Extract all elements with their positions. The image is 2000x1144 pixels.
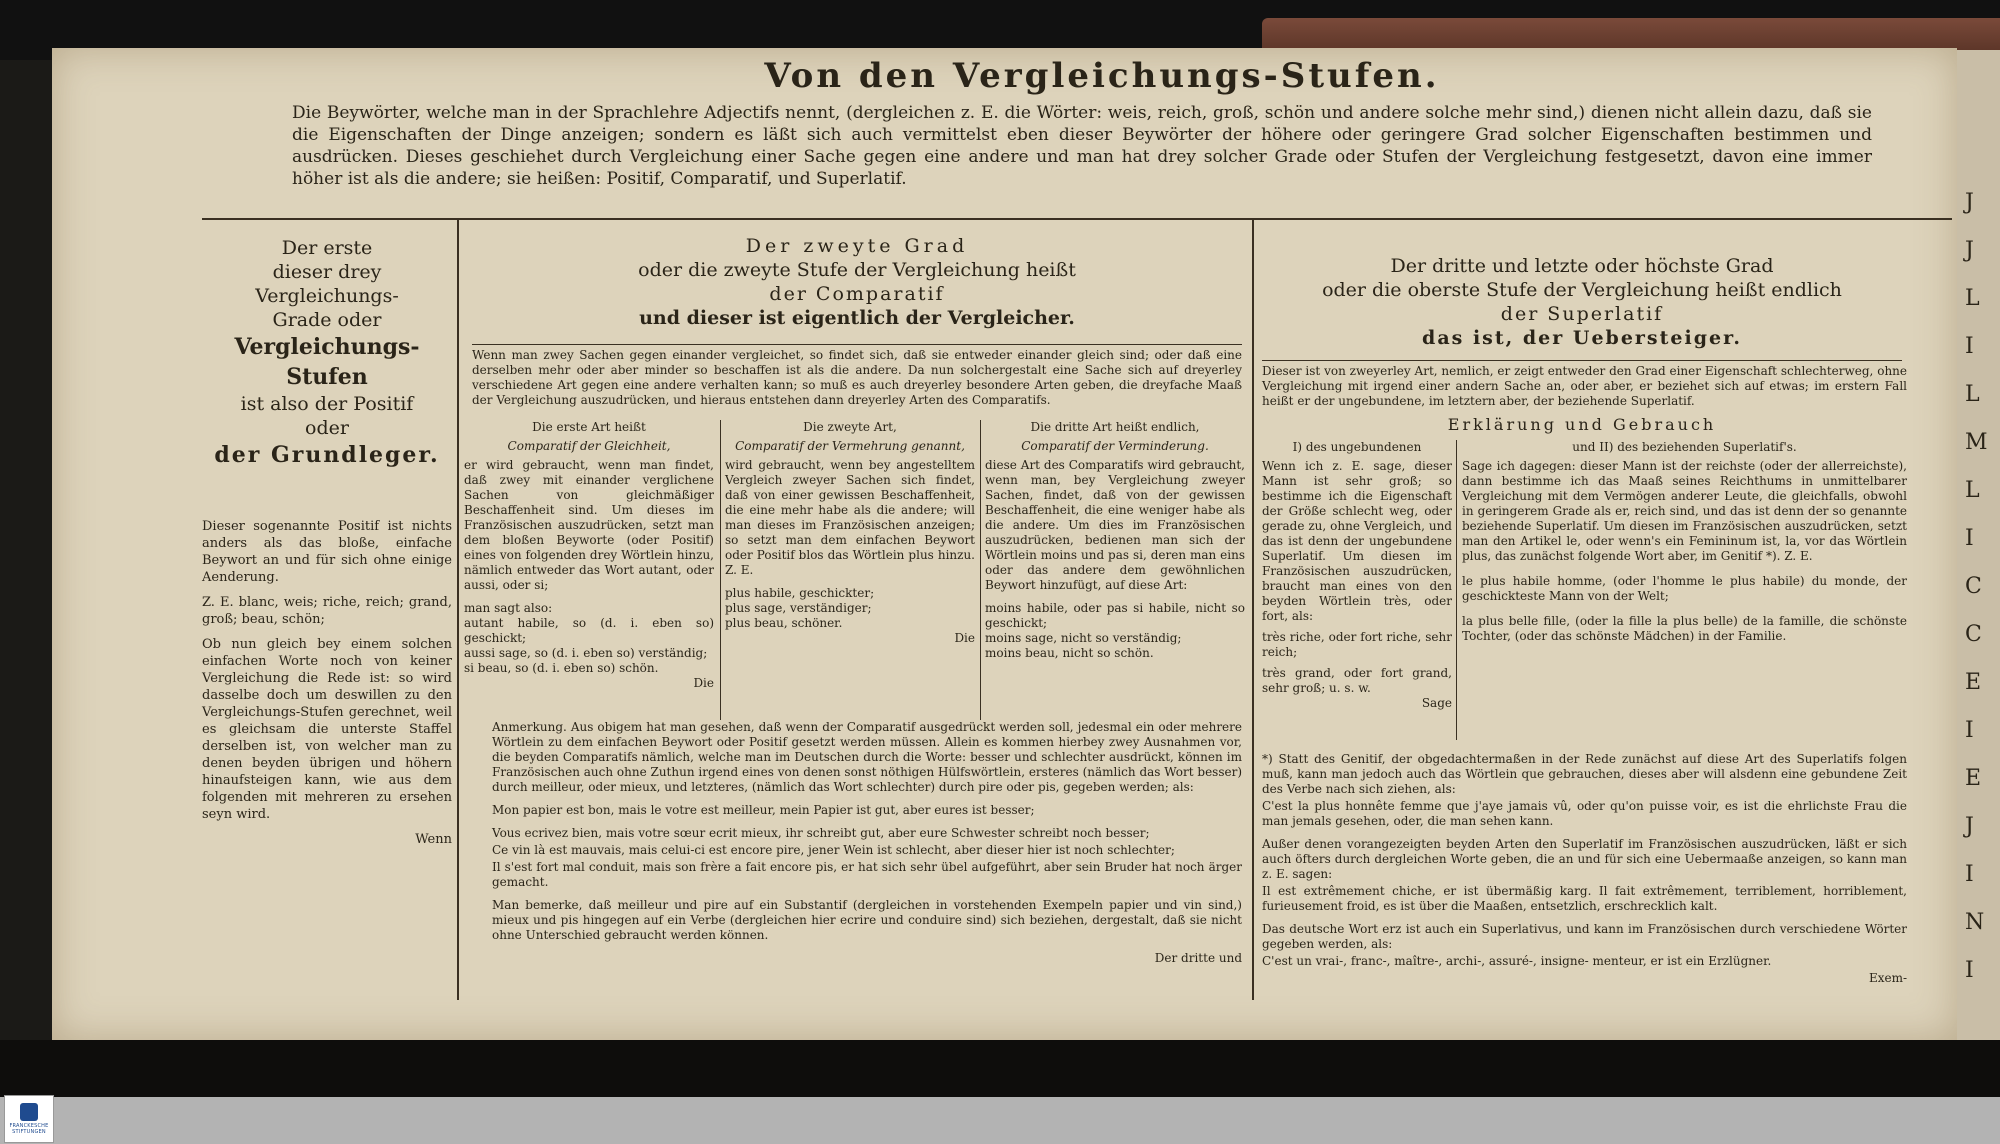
- example-line: moins habile, oder pas si habile, nicht so geschickt;: [985, 601, 1245, 630]
- positif-heading-line: Grade oder: [272, 309, 382, 331]
- footnote: *) Statt des Genitif, der obgedachtermaßen in der Rede zunächst auf diese Art des Superlatifs folgen muß, kann man jedoch auch das Wörtlein que gebrauchen, dieses aber will alsdenn eine gebundene Zeit des Verbe nach sich ziehen, als:: [1262, 752, 1907, 796]
- superlatif-rule: [1262, 360, 1902, 361]
- example-line: la plus belle fille, (oder la fille la plus belle) de la famille, die schönste Tochter, (oder das schönste Mädchen) in der Familie.: [1462, 614, 1907, 643]
- note-paragraph: Anmerkung. Aus obigem hat man gesehen, daß wenn der Comparatif ausgedrückt werden soll, jedesmal ein oder mehrere Wörtlein zu dem einfachen Beywort oder Positif gesetzt werden müssen. Allein es kommen hierbey zwey Ausnahmen vor, die beyden Comparatifs nämlich, welche man im Deutschen durch die Worte: besser und schlechter ausdrückt, können im Französischen auch ohne Zuthun irgend eines von denen sonst nöthigen Hülfswörtlein, ersteres (nämlich das Wort besser) durch meilleur, oder mieux, und letzteres, (nämlich das Wort schlechter) durch pire oder pis, gegeben werden; als:: [492, 720, 1242, 794]
- logo-text: FRANCKESCHE STIFTUNGEN: [9, 1123, 49, 1135]
- adjacent-page-letter: I: [1965, 862, 1974, 887]
- catchword: Der dritte und: [1154, 951, 1242, 965]
- example-line: Ce vin là est mauvais, mais celui-ci est encore pire, jener Wein ist schlecht, aber dieser hier ist noch schlechter;: [492, 843, 1175, 857]
- superlatif-notes: [1262, 752, 1907, 994]
- subsection-text: wird gebraucht, wenn bey angestelltem Vergleich zweyer Sachen sich findet, daß von einer gewissen Beschaffenheit, die eine mehr habe als die andere; will man dieses im Französischen anzeigen; so setzt man dem einfachen Beywort oder Positif blos das Wörtlein plus hinzu. Z. E.: [725, 458, 975, 577]
- example-line: moins sage, nicht so verständig;: [985, 631, 1182, 645]
- scan-background-bottom: [0, 1040, 2000, 1100]
- comparatif-vermehrung: [725, 420, 975, 646]
- positif-heading-line: ist also der Positif: [240, 393, 414, 415]
- example-line: plus beau, schöner.: [725, 616, 843, 630]
- positif-example: Z. E. blanc, weis; riche, reich; grand, groß; beau, schön;: [202, 595, 452, 627]
- subsection-heading: Die dritte Art heißt endlich,: [1030, 420, 1200, 434]
- catchword: Sage: [1421, 696, 1452, 710]
- positif-paragraph: Ob nun gleich bey einem solchen einfachen Worte noch von keiner Vergleichung die Rede ist: so wird dasselbe doch um deswillen zu den Vergleichungs-Stufen gerechnet, weil es gleichsam die unterste Staffel derselben ist, von welcher man zu denen beyden übrigen und höhern hinaufsteigen kann, wie aus dem folgenden mit mehreren zu ersehen seyn wird.: [202, 637, 452, 822]
- adjacent-page-letter: I: [1965, 958, 1974, 983]
- viewer-footer-bar: [0, 1097, 2000, 1144]
- adjacent-page-letter: E: [1965, 766, 1982, 791]
- example-line: Vous ecrivez bien, mais votre sœur ecrit mieux, ihr schreibt gut, aber eure Schwester schreibt noch besser;: [492, 826, 1150, 840]
- superlatif-heading-line: oder die oberste Stufe der Vergleichung heißt endlich: [1322, 279, 1842, 301]
- positif-paragraph: Dieser sogenannte Positif ist nichts anders als das bloße, einfache Beywort an und für sich ohne einige Aenderung.: [202, 519, 452, 585]
- example-line: aussi sage, so (d. i. eben so) verständig;: [464, 646, 708, 660]
- example-line: Mon papier est bon, mais le votre est meilleur, mein Papier ist gut, aber eures ist besser;: [492, 803, 1035, 817]
- positif-heading-line: der Grundleger.: [214, 442, 440, 468]
- adjacent-page-letter: I: [1965, 526, 1974, 551]
- adjacent-page-letter: J: [1965, 238, 1974, 263]
- subsection-heading: Die erste Art heißt: [532, 420, 646, 434]
- comparatif-gleichheit: [464, 420, 714, 691]
- catchword: Die: [954, 631, 975, 645]
- subcolumn-divider: [980, 420, 981, 720]
- subsection-heading: I) des ungebundenen: [1292, 440, 1422, 454]
- subsection-heading: Die zweyte Art,: [803, 420, 897, 434]
- example-line: Il s'est fort mal conduit, mais son frère a fait encore pis, er hat sich sehr übel aufgeführt, aber sein Bruder hat noch ärger gemacht.: [492, 860, 1242, 889]
- adjacent-page-letter: C: [1965, 574, 1982, 599]
- section-divider: [202, 218, 1952, 220]
- subsection-heading: Comparatif der Vermehrung genannt,: [735, 439, 965, 453]
- catchword: Wenn: [415, 832, 452, 847]
- adjacent-page-letter: I: [1965, 718, 1974, 743]
- example-line: plus habile, geschickter;: [725, 586, 875, 600]
- example-line: man sagt also:: [464, 601, 553, 615]
- comparatif-heading-line: der Comparatif: [769, 283, 945, 305]
- subsection-text: diese Art des Comparatifs wird gebraucht, wenn man, bey Vergleichung zweyer Sachen, findet, daß von der gewissen Beschaffenheit, die eine weniger habe als die andere. Um dies im Französischen auszudrücken, bedienen man sich der Wörtlein moins und pas si, deren man eins oder das andere dem gewöhnlichen Beywort hinzufügt, auf diese Art:: [985, 458, 1245, 592]
- example-line: autant habile, so (d. i. eben so) geschickt;: [464, 616, 714, 645]
- example-line: C'est un vrai-, franc-, maître-, archi-, assuré-, insigne- menteur, er ist ein Erzlügner.: [1262, 954, 1772, 968]
- column-divider-1: [457, 220, 459, 1000]
- example-line: le plus habile homme, (oder l'homme le plus habile) du monde, der geschickteste Mann von der Welt;: [1462, 574, 1907, 603]
- adjacent-page-letter: I: [1965, 334, 1974, 359]
- adjacent-page-letter: N: [1965, 910, 1985, 935]
- comparatif-rule: [472, 344, 1242, 345]
- subsection-heading: und II) des beziehenden Superlatif's.: [1572, 440, 1797, 454]
- example-line: plus sage, verständiger;: [725, 601, 872, 615]
- superlatif-intro: Dieser ist von zweyerley Art, nemlich, er zeigt entweder den Grad einer Eigenschaft schlechterweg, ohne Vergleichung mit irgend einer andern Sache an, oder aber, er beziehet sich auf etwas; im erstern Fall heißt er der ungebundene, im letztern aber, der beziehende Superlatif.: [1262, 364, 1907, 408]
- positif-heading-line: Der erste: [281, 237, 373, 259]
- comparatif-verminderung: [985, 420, 1245, 661]
- positif-heading-line: dieser drey Vergleichungs-: [255, 261, 399, 307]
- logo-mark-icon: [20, 1103, 38, 1121]
- subsection-text: er wird gebraucht, wenn man findet, daß zwey mit einander verglichene Sachen von gleichmäßiger Beschaffenheit sind. Um dieses im Französischen auszudrücken, setzt man dem bloßen Beyworte (oder Positif) eines von folgenden drey Wörtlein hinzu, nämlich entweder das Wort autant, oder aussi, oder si;: [464, 458, 714, 592]
- adjacent-page-letter: L: [1965, 382, 1980, 407]
- note-paragraph: Man bemerke, daß meilleur und pire auf ein Substantif (dergleichen in vorstehenden Exempeln papier und vin sind,) mieux und pis hingegen auf ein Verbe (dergleichen hier ecrire und conduire sind) sich beziehen, dergestalt, daß sie nicht ohne Unterschied gebraucht werden können.: [492, 898, 1242, 942]
- document-page: [52, 48, 1957, 1040]
- catchword: Exem-: [1868, 971, 1907, 985]
- comparatif-heading: [472, 234, 1242, 330]
- footnote: C'est la plus honnête femme que j'aye jamais vû, oder qu'on puisse voir, es ist die ehrlichste Frau die man jemals gesehen, oder, die man sehen kann.: [1262, 799, 1907, 828]
- comparatif-intro: Wenn man zwey Sachen gegen einander vergleichet, so findet sich, daß sie entweder einander gleich sind; oder daß eine derselben mehr oder aber minder so beschaffen ist als die andere. Da nun solchergestalt eine Sache sich auf dreyerley verschiedene Art gegen eine andere verhalten kann; so muß es auch dreyerley besondere Arten geben, die dreyfache Maaß der Vergleichung auszudrücken, und hieraus entstehen dann dreyerley Arten des Comparatifs.: [472, 348, 1242, 407]
- superlatif-ungebunden: [1262, 440, 1452, 711]
- subsection-text: Wenn ich z. E. sage, dieser Mann ist sehr groß; so bestimme ich die Eigenschaft der Größe schlecht weg, oder gerade zu, ohne Vergleich, und das ist denn der ungebundene Superlatif. Um diesen im Französischen auszudrücken, braucht man eines von den beyden Wörtlein très, oder fort, als:: [1262, 459, 1452, 623]
- adjacent-page-letter: E: [1965, 670, 1982, 695]
- example-line: moins beau, nicht so schön.: [985, 646, 1154, 660]
- superlatif-heading-line: der Superlatif: [1500, 303, 1664, 325]
- adjacent-page-letter: J: [1965, 814, 1974, 839]
- adjacent-page-letter: J: [1965, 190, 1974, 215]
- page-title: Von den Vergleichungs-Stufen.: [764, 56, 1440, 96]
- example-line: très grand, oder fort grand, sehr groß; u. s. w.: [1262, 666, 1452, 695]
- example-line: très riche, oder fort riche, sehr reich;: [1262, 630, 1452, 659]
- example-line: si beau, so (d. i. eben so) schön.: [464, 661, 659, 675]
- note-paragraph: Außer denen vorangezeigten beyden Arten den Superlatif im Französischen auszudrücken, läßt er sich auch öfters durch dergleichen Worte geben, die an und für sich eine Uebermaaße anzeigen, so kann man z. E. sagen:: [1262, 837, 1907, 881]
- franckesche-stiftungen-logo[interactable]: [4, 1095, 54, 1143]
- superlatif-subheading: Erklärung und Gebrauch: [1447, 415, 1717, 434]
- comparatif-heading-line: und dieser ist eigentlich der Vergleicher.: [639, 307, 1075, 329]
- superlatif-heading-line: das ist, der Uebersteiger.: [1422, 327, 1742, 349]
- subsection-heading: Comparatif der Verminderung.: [1021, 439, 1209, 453]
- superlatif-beziehend: [1462, 440, 1907, 644]
- adjacent-page-edge: [1955, 50, 2000, 1050]
- comparatif-note: [492, 720, 1242, 974]
- adjacent-page-letter: C: [1965, 622, 1982, 647]
- column-divider-2: [1252, 220, 1254, 1000]
- example-line: Il est extrêmement chiche, er ist übermäßig karg. Il fait extrêmement, terriblement, horriblement, furieusement froid, es ist über die Maaßen, entsetzlich, erschrecklich kalt.: [1262, 884, 1907, 913]
- positif-heading-line: oder: [305, 417, 349, 439]
- adjacent-page-letter: L: [1965, 478, 1980, 503]
- comparatif-heading-line: Der zweyte Grad: [745, 235, 969, 257]
- comparatif-heading-line: oder die zweyte Stufe der Vergleichung heißt: [638, 259, 1076, 281]
- adjacent-page-letter: M: [1965, 430, 1988, 455]
- subsection-text: Sage ich dagegen: dieser Mann ist der reichste (oder der allerreichste), dann bestimme ich das Maaß seines Reichthums in unmittelbarer Vergleichung mit dem Vermögen anderer Leute, die gleichfalls, obwohl in geringerem Grade als er, reich sind, und das ist denn der so genannte beziehende Superlatif. Um diesen im Französischen auszudrücken, setzt man den Artikel le, oder wenn's ein Femininum ist, la, vor das Wörtlein plus, das zunächst folgende Wort aber, im Genitif *). Z. E.: [1462, 459, 1907, 563]
- positif-heading-line: Vergleichungs-Stufen: [234, 334, 420, 390]
- subcolumn-divider: [1456, 440, 1457, 740]
- positif-heading: [202, 236, 452, 470]
- intro-paragraph: Die Beywörter, welche man in der Sprachlehre Adjectifs nennt, (dergleichen z. E. die Wörter: weis, reich, groß, schön und andere solche mehr sind,) dienen nicht allein dazu, daß sie die Eigenschaften der Dinge anzeigen; sondern es läßt sich auch vermittelst eben dieser Beywörter der höhere oder geringere Grad solcher Eigenschaften bestimmen und ausdrücken. Dieses geschiehet durch Vergleichung einer Sache gegen eine andere und man hat drey solcher Grade oder Stufen der Vergleichung festgesetzt, davon eine immer höher ist als die andere; sie heißen: Positif, Comparatif, und Superlatif.: [292, 103, 1872, 189]
- positif-body: [202, 518, 452, 856]
- superlatif-heading-line: Der dritte und letzte oder höchste Grad: [1390, 255, 1774, 277]
- adjacent-page-letter: L: [1965, 286, 1980, 311]
- subcolumn-divider: [720, 420, 721, 720]
- catchword: Die: [693, 676, 714, 690]
- superlatif-heading: [1262, 254, 1902, 350]
- note-paragraph: Das deutsche Wort erz ist auch ein Superlativus, und kann im Französischen durch verschiedene Wörter gegeben werden, als:: [1262, 922, 1907, 951]
- subsection-heading: Comparatif der Gleichheit,: [507, 439, 671, 453]
